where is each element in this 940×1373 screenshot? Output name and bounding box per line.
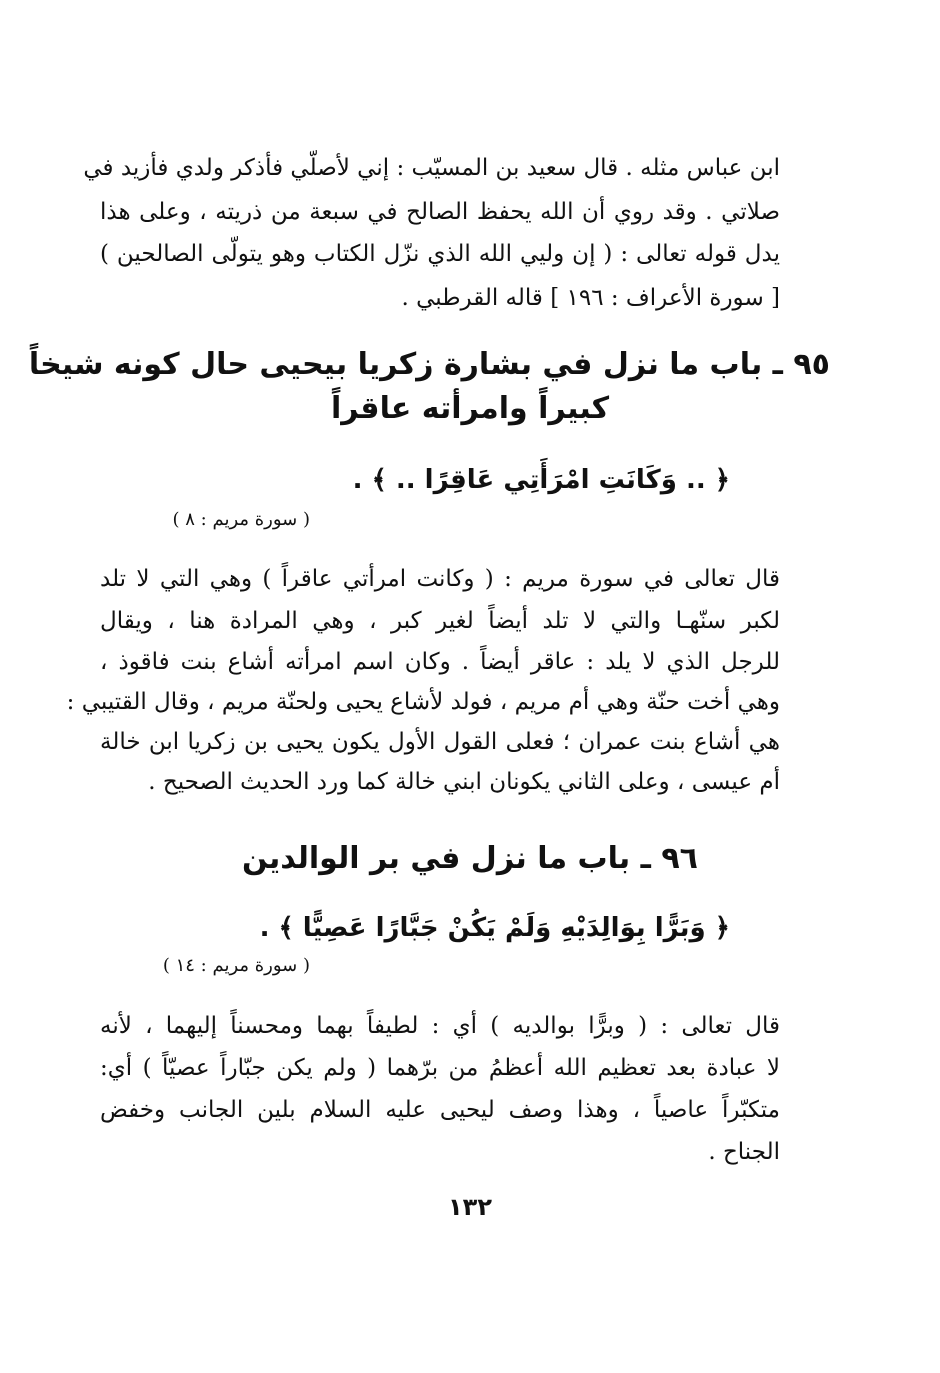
paragraph-line: لا عبادة بعد تعظيم الله أعظمُ من برّهما ( ولم يكن جبّاراً عصيّاً ) أي: xyxy=(100,1055,780,1081)
verse-reference-95: ( سورة مريم : ٨ ) xyxy=(172,509,310,530)
paragraph-line: وهي أخت حنّة وهي أم مريم ، فولد لأشاع يحيى ولحنّة مريم ، وقال القتيبي : xyxy=(66,689,780,715)
section-heading-95-line2: كبيراً وامرأته عاقراً xyxy=(330,391,610,426)
quran-verse-96: ﴿ وَبَرًّا بِوَالِدَيْهِ وَلَمْ يَكُنْ جَبَّارًا عَصِيًّا ﴾ . xyxy=(259,913,730,943)
paragraph-line: [ سورة الأعراف : ١٩٦ ] قاله القرطبي . xyxy=(401,285,780,311)
paragraph-line: متكبّراً عاصياً ، وهذا وصف ليحيى عليه السلام بلين الجانب وخفض xyxy=(100,1097,780,1123)
section-heading-95-line1: ٩٥ ـ باب ما نزل في بشارة زكريا بيحيى حال كونه شيخاً xyxy=(28,347,830,382)
paragraph-line: قال تعالى : ( وبرًّا بوالديه ) أي : لطيفاً بهما ومحسناً إليهما ، لأنه xyxy=(100,1013,780,1039)
page-number: ١٣٢ xyxy=(448,1193,492,1221)
paragraph-line: لكبر سنّهـا والتي لا تلد أيضاً لغير كبر ، وهي المرادة هنا ، ويقال xyxy=(100,608,780,634)
section-heading-96: ٩٦ ـ باب ما نزل في بر الوالدين xyxy=(242,841,698,876)
paragraph-line: هي أشاع بنت عمران ؛ فعلى القول الأول يكون يحيى بن زكريا ابن خالة xyxy=(100,729,780,755)
paragraph-line: ابن عباس مثله . قال سعيد بن المسيّب : إني لأصلّي فأذكر ولدي فأزيد في xyxy=(83,155,780,181)
paragraph-line: يدل قوله تعالى : ( إن وليي الله الذي نزّل الكتاب وهو يتولّى الصالحين ) xyxy=(100,241,780,267)
quran-verse-95: ﴿ .. وَكَانَتِ امْرَأَتِي عَاقِرًا .. ﴾ . xyxy=(352,465,730,495)
paragraph-line: صلاتي . وقد روي أن الله يحفظ الصالح في سبعة من ذريته ، وعلى هذا xyxy=(100,199,780,225)
verse-reference-96: ( سورة مريم : ١٤ ) xyxy=(162,955,310,976)
paragraph-line: الجناح . xyxy=(708,1139,780,1165)
paragraph-line: قال تعالى في سورة مريم : ( وكانت امرأتي عاقراً ) وهي التي لا تلد xyxy=(100,566,780,592)
paragraph-line: للرجل الذي لا يلد : عاقر أيضاً . وكان اسم امرأته أشاع بنت فاقوذ ، xyxy=(100,649,780,675)
paragraph-line: أم عيسى ، وعلى الثاني يكونان ابني خالة كما ورد الحديث الصحيح . xyxy=(148,769,780,795)
